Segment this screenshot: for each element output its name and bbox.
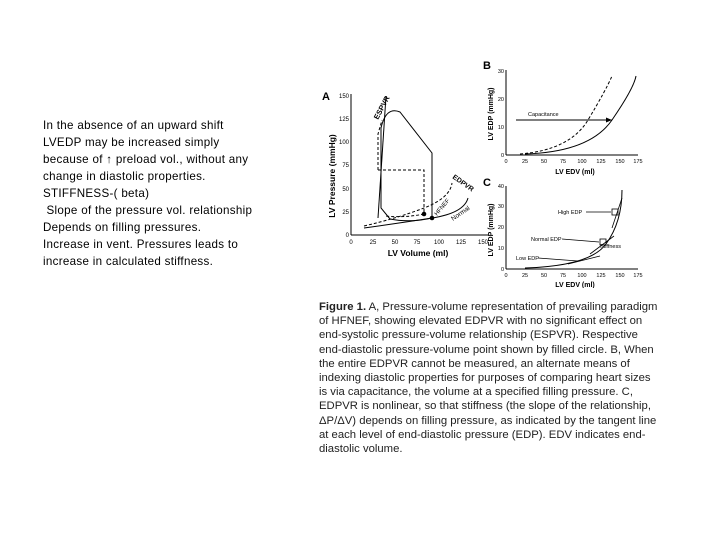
- panel-c-ytick: 0: [500, 267, 504, 273]
- edpvr-label: EDPVR: [450, 173, 475, 194]
- notes-line: Depends on filling pressures.: [43, 221, 202, 234]
- normal-label: Normal: [450, 204, 472, 223]
- panel-b: [483, 60, 643, 176]
- panel-b-ytick: 10: [497, 125, 504, 131]
- notes-line: LVEDP may be increased simply: [43, 136, 220, 149]
- panel-c-edpvr-curve: [525, 190, 622, 268]
- panel-b-xtick: 25: [521, 159, 529, 165]
- caption-text: A, Pressure-volume representation of prevailing paradigm of HFNEF, showing elevated EDPVR with no significant effect on end-systolic pressure-volume relationship (ESPVR). Respective end-diastolic pressure-volume point shown by filled circle. B, When the entire EDPVR cannot be measured, an alternate means of indexing diastolic properties for purposes of comparing heart sizes is via capacitance, the volume at a specified filling pressure. C, EDPVR is nonlinear, so that stiffness (the slope of the relationship, ΔP/ΔV) depends on filling pressure, as indicated by the tangent line at each level of end-diastolic pressure (EDP). EDV indicates end-diastolic volume.: [319, 301, 658, 456]
- figure-1-graphic: [320, 58, 660, 288]
- panel-b-xtick: 150: [615, 159, 625, 165]
- panel-a-xlabel: LV Volume (ml): [387, 248, 449, 258]
- notes-line: In the absence of an upward shift: [43, 119, 224, 132]
- panel-b-ylabel: LV EDP (mmHg): [488, 87, 495, 141]
- panel-c-ytick: 10: [497, 246, 504, 252]
- panel-a-xtick: 150: [477, 240, 489, 246]
- panel-b-ytick: 0: [500, 153, 504, 159]
- capacitance-label: Capacitance: [528, 112, 559, 118]
- panel-a-xtick: 0: [349, 240, 353, 246]
- panel-b-ytick: 30: [497, 69, 504, 75]
- panel-a-ytick: 125: [338, 117, 349, 123]
- panel-c-xtick: 25: [521, 273, 529, 279]
- panel-b-xtick: 125: [596, 159, 606, 165]
- panel-c-xtick: 0: [504, 273, 508, 279]
- panel-c-ytick: 40: [497, 184, 504, 190]
- normal-edp-label: Normal EDP: [531, 237, 562, 243]
- edpvr-hfnef-curve: [364, 183, 452, 226]
- panel-a-ytick: 150: [338, 94, 349, 100]
- notes-line: Increase in vent. Pressures leads to: [43, 238, 239, 251]
- panel-c-ytick: 20: [497, 225, 504, 231]
- edp-point-hfnef: [422, 212, 427, 217]
- caption-label: Figure 1.: [319, 301, 367, 313]
- panel-a-xtick: 100: [433, 240, 445, 246]
- panel-b-xtick: 50: [540, 159, 548, 165]
- edp-point-normal: [430, 216, 435, 221]
- panel-b-xtick: 175: [633, 159, 643, 165]
- panel-b-xlabel: LV EDV (ml): [555, 169, 595, 176]
- panel-b-letter: B: [483, 60, 491, 72]
- panel-c-xtick: 75: [559, 273, 567, 279]
- panel-c-ylabel: LV EDP (mmHg): [488, 203, 495, 257]
- panel-a-ytick: 100: [338, 140, 349, 146]
- panel-c-xtick: 50: [540, 273, 548, 279]
- panel-a-ytick: 50: [342, 187, 349, 193]
- panel-a-xtick: 75: [413, 240, 421, 246]
- panel-b-xtick: 100: [577, 159, 587, 165]
- notes-line: increase in calculated stiffness.: [43, 255, 214, 268]
- panel-a-xtick: 25: [369, 240, 377, 246]
- panel-c-xtick: 175: [633, 273, 643, 279]
- panel-a-letter: A: [322, 91, 330, 103]
- panel-c: [483, 177, 643, 288]
- panel-c-ytick: 30: [497, 204, 504, 210]
- notes-line: STIFFNESS-( beta): [43, 187, 150, 200]
- panel-a: [322, 91, 489, 258]
- tangent-low-edp: [568, 256, 600, 264]
- panel-b-ytick: 20: [497, 97, 504, 103]
- low-edp-pointer: [538, 258, 578, 261]
- espvr-label: ESPVR: [371, 94, 392, 121]
- panel-a-xtick: 125: [455, 240, 467, 246]
- notes-text-block: [43, 117, 313, 270]
- panel-c-xlabel: LV EDV (ml): [555, 282, 595, 288]
- panel-b-xtick: 0: [504, 159, 508, 165]
- panel-a-ytick: 75: [342, 163, 349, 169]
- edpvr-normal-curve: [364, 198, 468, 228]
- figure-caption: [319, 300, 659, 456]
- panel-c-xtick: 150: [615, 273, 625, 279]
- notes-line: because of ↑ preload vol., without any: [43, 153, 249, 166]
- notes-line: change in diastolic properties.: [43, 170, 206, 183]
- panel-b-xtick: 75: [559, 159, 567, 165]
- hfnef-label: HFNEF: [433, 198, 452, 218]
- panel-a-ylabel: LV Pressure (mmHg): [327, 134, 337, 218]
- panel-c-xtick: 125: [596, 273, 606, 279]
- normal-edp-pointer: [562, 239, 599, 242]
- stiffness-label: Stiffness: [600, 244, 621, 250]
- panel-a-ytick: 0: [345, 233, 349, 239]
- panel-a-xtick: 50: [391, 240, 399, 246]
- panel-a-ytick: 25: [342, 210, 349, 216]
- panel-c-xtick: 100: [577, 273, 587, 279]
- panel-c-letter: C: [483, 177, 491, 189]
- notes-line: Slope of the pressure vol. relationship: [43, 204, 253, 217]
- low-edp-label: Low EDP: [516, 256, 539, 262]
- high-edp-label: High EDP: [558, 210, 583, 216]
